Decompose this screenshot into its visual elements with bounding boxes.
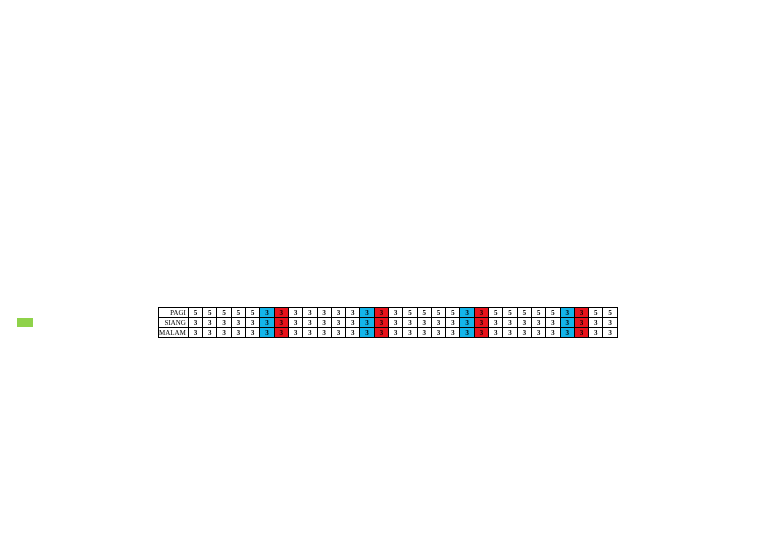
summary-value: 3 [246,328,260,338]
summary-value: 3 [346,318,360,328]
summary-value: 3 [374,328,388,338]
summary-value: 5 [417,308,431,318]
summary-value: 3 [374,318,388,328]
summary-value: 3 [574,318,588,328]
summary-value: 3 [317,308,331,318]
summary-value: 3 [260,328,274,338]
summary-value: 3 [474,318,488,328]
summary-value: 3 [274,308,288,318]
summary-label: PAGI [159,308,189,318]
summary-value: 3 [331,308,345,318]
summary-value: 3 [317,328,331,338]
summary-value: 3 [403,318,417,328]
summary-value: 3 [303,318,317,328]
summary-value: 3 [546,328,560,338]
summary-value: 3 [589,318,603,328]
summary-value: 3 [517,318,531,328]
summary-row [159,328,618,338]
summary-label: SIANG [159,318,189,328]
summary-value: 5 [446,308,460,318]
summary-value: 3 [188,328,202,338]
summary-value: 5 [589,308,603,318]
summary-value: 3 [203,318,217,328]
summary-value: 3 [431,318,445,328]
summary-value: 3 [389,328,403,338]
summary-value: 5 [231,308,245,318]
summary-value: 3 [503,328,517,338]
summary-value: 3 [589,328,603,338]
summary-value: 5 [217,308,231,318]
summary-value: 3 [603,318,617,328]
summary-value: 3 [531,328,545,338]
summary-value: 5 [603,308,617,318]
summary-row [159,308,618,318]
summary-value: 3 [489,328,503,338]
summary-value: 3 [446,328,460,338]
summary-value: 5 [517,308,531,318]
summary-value: 3 [188,318,202,328]
summary-value: 3 [203,328,217,338]
summary-value: 3 [560,328,574,338]
summary-value: 5 [546,308,560,318]
summary-value: 3 [403,328,417,338]
summary-value: 3 [603,328,617,338]
summary-value: 3 [360,308,374,318]
summary-value: 5 [246,308,260,318]
summary-value: 3 [560,308,574,318]
summary-value: 3 [417,318,431,328]
summary-value: 3 [503,318,517,328]
summary-value: 3 [460,318,474,328]
summary-value: 3 [274,328,288,338]
summary-value: 3 [217,328,231,338]
summary-value: 3 [474,308,488,318]
summary-value: 3 [374,308,388,318]
summary-value: 3 [246,318,260,328]
katim-color-swatch [17,318,33,327]
summary-value: 5 [203,308,217,318]
summary-value: 3 [331,328,345,338]
summary-value: 3 [260,308,274,318]
summary-value: 3 [303,328,317,338]
summary-value: 5 [188,308,202,318]
summary-value: 3 [546,318,560,328]
summary-value: 3 [517,328,531,338]
summary-value: 5 [531,308,545,318]
summary-row [159,318,618,328]
summary-value: 3 [460,308,474,318]
summary-value: 5 [503,308,517,318]
summary-value: 3 [288,328,302,338]
summary-value: 3 [389,308,403,318]
shift-summary-table [158,307,618,338]
summary-value: 3 [331,318,345,328]
summary-value: 3 [574,308,588,318]
summary-value: 3 [231,318,245,328]
summary-value: 3 [231,328,245,338]
summary-label: MALAM [159,328,189,338]
summary-value: 3 [474,328,488,338]
summary-value: 3 [217,318,231,328]
summary-value: 3 [346,328,360,338]
summary-value: 3 [360,318,374,328]
summary-value: 5 [403,308,417,318]
summary-value: 3 [446,318,460,328]
summary-value: 5 [489,308,503,318]
summary-value: 3 [531,318,545,328]
summary-value: 3 [346,308,360,318]
summary-value: 3 [360,328,374,338]
summary-value: 3 [303,308,317,318]
summary-value: 3 [389,318,403,328]
summary-value: 3 [417,328,431,338]
summary-value: 3 [288,308,302,318]
summary-value: 3 [288,318,302,328]
summary-value: 3 [274,318,288,328]
summary-value: 5 [431,308,445,318]
summary-value: 3 [260,318,274,328]
summary-value: 3 [489,318,503,328]
summary-value: 3 [431,328,445,338]
summary-value: 3 [460,328,474,338]
summary-value: 3 [317,318,331,328]
summary-value: 3 [574,328,588,338]
summary-value: 3 [560,318,574,328]
